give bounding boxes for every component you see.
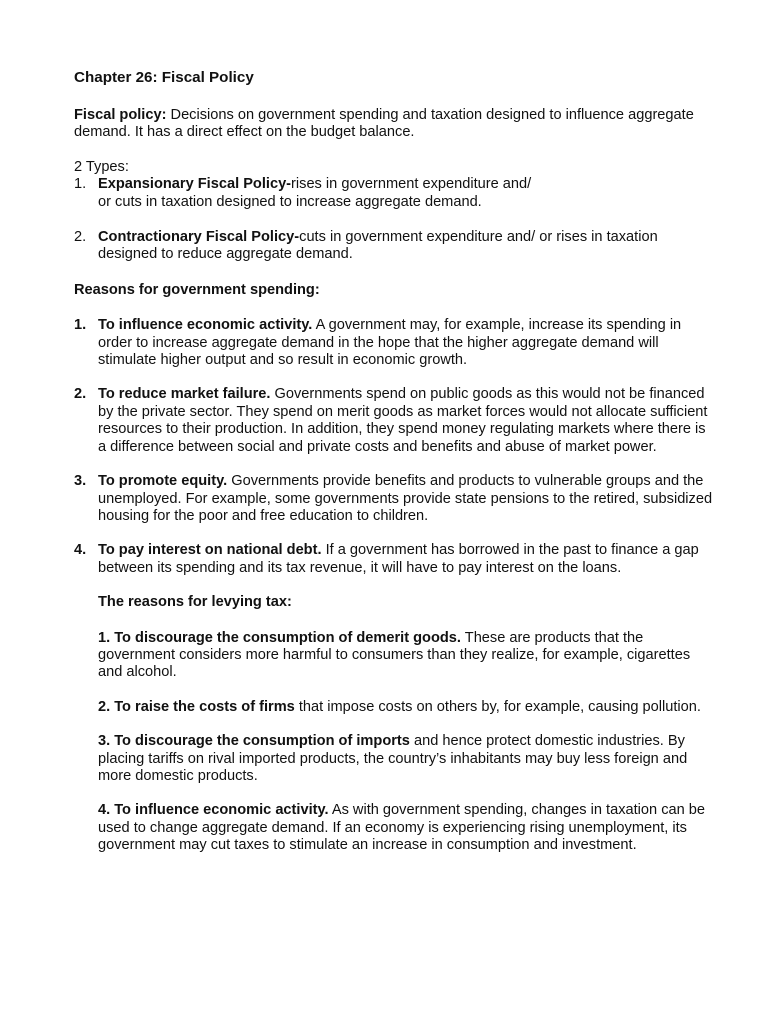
type-number: 1. [74, 176, 87, 193]
definition-text: Decisions on government spending and taxation designed to influence aggregate demand. It has a direct effect on the budget balance. [74, 107, 694, 141]
spending-text: Governments provide benefits and products to vulnerable groups and the unemployed. For example, some governments provide state pensions to the retired, subsidized housing for the poor and free education to children. [98, 473, 713, 524]
type-term: Expansionary Fiscal Policy- [98, 176, 292, 193]
tax-item-demerit-goods [74, 630, 714, 682]
type-item-contractionary [74, 229, 714, 264]
spending-number: 4. [74, 542, 87, 559]
page-title: Chapter 26: Fiscal Policy [74, 69, 254, 86]
tax-item-imports [74, 733, 714, 785]
spending-number: 1. [74, 317, 87, 334]
spending-item-market-failure [74, 386, 714, 456]
spending-number: 2. [74, 386, 87, 403]
spending-term: To influence economic activity. [98, 317, 313, 334]
spending-term: To promote equity. [98, 473, 228, 490]
type-text: cuts in government expenditure and/ or rises in taxation designed to reduce aggregate demand. [98, 229, 658, 263]
tax-text: As with government spending, changes in taxation can be used to change aggregate demand. If an economy is experiencing rising unemployment, its government may cut taxes to stimulate an increase in consumption and investment. [98, 802, 706, 854]
spending-number: 3. [74, 473, 87, 490]
spending-term: To pay interest on national debt. [98, 542, 322, 559]
spending-text: A government may, for example, increase its spending in order to increase aggregate demand in the hope that the higher aggregate demand will stimulate higher output and so result in economic growth. [98, 317, 682, 369]
type-item-expansionary [74, 176, 714, 211]
tax-term: 3. To discourage the consumption of imports [98, 733, 410, 750]
spending-text: Governments spend on public goods as this would not be financed by the private sector. They spend on merit goods as market forces would not allocate sufficient resources to their production. In addition, they spend money regulating markets where there is a difference between social and private costs and benefits and abuse of market power. [98, 386, 708, 455]
tax-text: These are products that the government considers more harmful to consumers than they realize, for example, cigarettes and alcohol. [98, 629, 691, 681]
document-page [74, 69, 714, 855]
type-text-line2: or cuts in taxation designed to increase aggregate demand. [98, 193, 482, 210]
tax-term: 1. To discourage the consumption of demerit goods. [98, 629, 461, 646]
tax-term: 2. To raise the costs of firms [98, 698, 295, 715]
spending-text: If a government has borrowed in the past to finance a gap between its spending and its tax revenue, it will have to pay interest on the loans. [98, 542, 699, 576]
tax-text: that impose costs on others by, for example, causing pollution. [294, 698, 701, 715]
type-term: Contractionary Fiscal Policy- [98, 229, 300, 246]
spending-heading: Reasons for government spending: [74, 281, 320, 298]
spending-term: To reduce market failure. [98, 386, 271, 403]
tax-heading: The reasons for levying tax: [98, 594, 292, 611]
types-heading: 2 Types: [74, 158, 129, 175]
type-text-line1: rises in government expenditure and/ [291, 176, 532, 193]
tax-text: and hence protect domestic industries. By placing tariffs on rival imported products, the country’s inhabitants may buy less foreign and more domestic products. [98, 733, 688, 784]
tax-item-economic-activity [74, 802, 714, 854]
spending-item-national-debt [74, 542, 714, 577]
tax-item-firm-costs [74, 699, 714, 716]
type-number: 2. [74, 229, 87, 246]
spending-item-equity [74, 473, 714, 525]
definition-paragraph [74, 107, 714, 142]
definition-term: Fiscal policy: [74, 107, 167, 123]
spending-item-economic-activity [74, 317, 714, 369]
tax-term: 4. To influence economic activity. [98, 802, 329, 819]
